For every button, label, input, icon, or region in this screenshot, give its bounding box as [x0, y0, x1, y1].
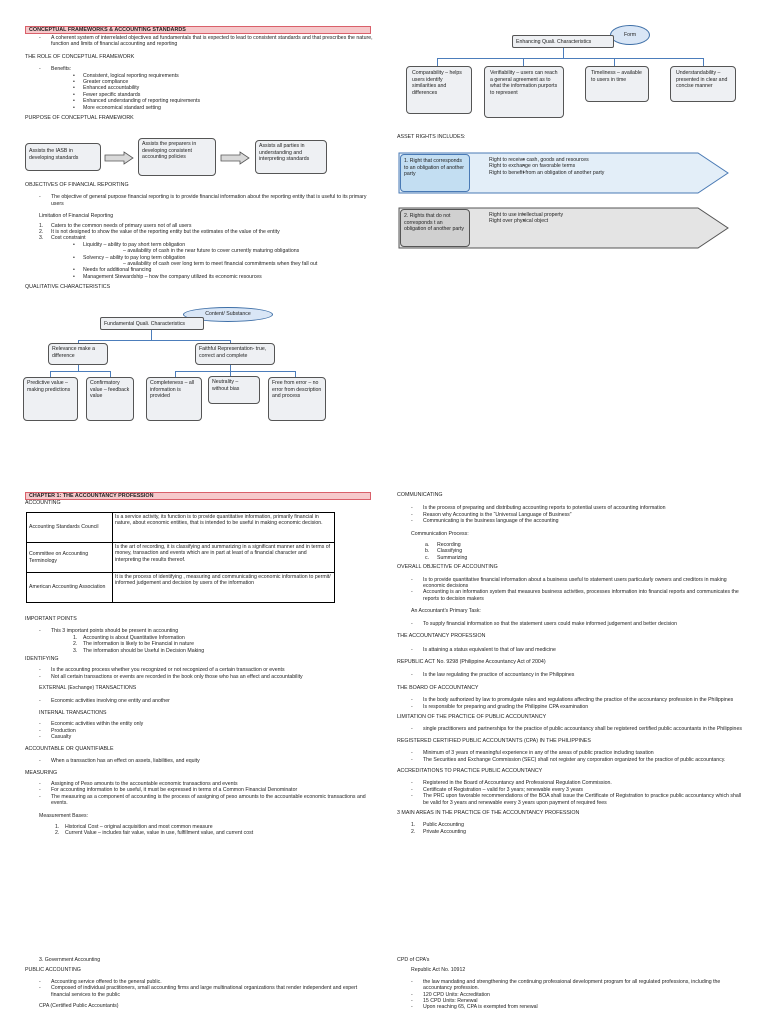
arrow-right-icon: [104, 151, 134, 165]
heading-overall: OVERALL OBJECTIVE OF ACCOUNTING: [397, 564, 498, 571]
list-item: - Upon reaching 65, CPA is exempted from renewal: [397, 1004, 742, 1010]
comparability-box: Comparability – helps users identify similarities and differences: [406, 66, 472, 114]
heading-registered: REGISTERED CERTIFIED PUBLIC ACCOUNTANTS (CPA) IN THE PHILIPPINES: [397, 737, 591, 744]
connector-line: [78, 340, 230, 341]
form-oval: Form: [610, 25, 650, 45]
heading-asset-rights: ASSET RIGHTS INCLUDES:: [397, 134, 466, 140]
connector-line: [50, 371, 110, 372]
chapter-header: CHAPTER 1: THE ACCOUNTANCY PROFESSION: [25, 492, 371, 500]
list-item: 1. Historical Cost – original acquisition and most common measure: [55, 823, 213, 830]
list-item: - When a transaction has an effect on assets, liabilities, and equity: [25, 758, 375, 764]
list-item: - the law mandating and strengthening the continuing professional development program for all regulated professions, including the accountancy profession.: [397, 979, 742, 992]
list-item: • Greater compliance: [25, 79, 375, 85]
list-item: - Minimum of 3 years of meaningful experience in any of the areas of public practice including taxation: [397, 750, 742, 756]
list-item: - Accounting is an information system that measures business activities, processes information into financial reports and communicates the reports to decision makers: [397, 589, 742, 602]
list-item: - Registered in the Board of Accountancy and Professional Regulation Commission.: [397, 780, 742, 786]
list-item: a. Recording: [425, 542, 461, 549]
heading-ra: REPUBLIC ACT No. 9298 (Philippine Accountancy Act of 2004): [397, 658, 546, 665]
list-item: - Communicating is the business language of the accounting: [397, 518, 742, 524]
list-subitem: – availability of cash in the near future to cover currently maturing obligations: [123, 248, 300, 255]
page-accountancy-profession: [25, 492, 375, 506]
heading-profession: THE ACCOUNTANCY PROFESSION: [397, 633, 486, 640]
list-item: - Certificate of Registration – valid for 3 years; renewable every 3 years: [397, 787, 742, 793]
connector-line: [437, 58, 703, 59]
list-item: - Is the process of preparing and distributing accounting reports to potential users of accounting information: [397, 505, 742, 511]
confirmatory-box: Confirmatory value – feedback value: [86, 377, 134, 421]
heading-accreditations: ACCREDITATIONS TO PRACTICE PUBLIC ACCOUNTANCY: [397, 767, 543, 774]
heading-task: An Accountant’s Primary Task:: [411, 608, 481, 615]
heading-bases: Measurement Bases:: [39, 812, 89, 819]
timeliness-box: Timeliness – available to users in time: [585, 66, 649, 102]
connector-line: [703, 58, 704, 66]
connector-line: [175, 371, 295, 372]
enhancing-box: Enhancing Quali. Characteristics: [512, 35, 614, 48]
heading-internal: INTERNAL TRANSACTIONS: [39, 710, 107, 717]
table-row: [27, 573, 335, 603]
benefits-label: - Benefits:: [25, 66, 375, 72]
table-cell: Committee on Accounting Terminology: [27, 543, 113, 573]
completeness-box: Completeness – all information is provided: [146, 377, 202, 421]
list-item: 2. Private Accounting: [411, 828, 466, 835]
free-from-error-box: Free from error – no error from description and process: [268, 377, 326, 421]
heading-limitation: Limitation of Financial Reporting: [39, 213, 114, 220]
heading-accountable: ACCOUNTABLE OR QUANTIFIABLE: [25, 745, 114, 752]
neutrality-box: Neutrality – without bias: [208, 376, 260, 404]
understandability-box: Understandability – presented in clear and concise manner: [670, 66, 736, 102]
list-item: - Is responsible for preparing and grading the Philippine CPA examination: [397, 704, 742, 710]
list-item: - Casualty: [25, 734, 375, 740]
heading-ra-10912: Republic Act No. 10912: [411, 967, 466, 974]
list-item: - 15 CPD Units: Renewal: [397, 998, 742, 1004]
list-item: - Is the body authorized by law to promulgate rules and regulations affecting the practice of the accountancy profession in the Philippines: [397, 697, 742, 703]
heading-external: EXTERNAL (Exchange) TRANSACTIONS: [39, 685, 137, 692]
list-item: - Reason why Accounting is the “Universal Language of Business”: [397, 512, 742, 518]
connector-line: [563, 48, 564, 58]
heading-purpose: PURPOSE OF CONCEPTUAL FRAMEWORK: [25, 115, 134, 122]
heading-role: THE ROLE OF CONCEPTUAL FRAMEWORK: [25, 53, 135, 60]
list-item: - Accounting service offered to the general public.: [25, 979, 375, 985]
heading-limitation: LIMITATION OF THE PRACTICE OF PUBLIC ACCOUNTANCY: [397, 713, 547, 720]
heading-objectives: OBJECTIVES OF FINANCIAL REPORTING: [25, 182, 129, 188]
section-header: CONCEPTUAL FRAMEWORKS & ACCOUNTING STANDARDS: [25, 26, 371, 34]
list-item: - Not all certain transactions or events are recorded in the book only those who has an effect and accountability: [25, 674, 375, 680]
arrow-right-icon: [220, 151, 250, 165]
list-item: 1. Accounting is about Quantitative Information: [73, 634, 185, 641]
list-item: • Right to receive cash, goods and resources: [475, 157, 705, 163]
right2-label-box: 2. Rights that do not corresponds t an obligation of another party: [400, 209, 470, 247]
right1-label-box: 1. Right that corresponds to an obligation of another party: [400, 154, 470, 192]
list-item: • Fewer specific standards: [25, 92, 375, 98]
list-item: • Management Stewardship – how the company utilized its economic resources: [25, 274, 375, 280]
table-cell: Accounting Standards Council: [27, 513, 113, 543]
purpose-box-all-parties: Assists all parties in understanding and interpreting standards: [255, 140, 327, 174]
list-item: c. Summarizing: [425, 554, 468, 561]
purpose-box-iasb: Assists the IASB in developing standards: [25, 143, 101, 171]
objectives-text: - The objective of general purpose financial reporting is to provide financial information about the reporting entity that is useful to its primary users: [25, 194, 375, 207]
heading-qualitative: QUALITATIVE CHARACTERISTICS: [25, 284, 111, 291]
right1-list: [475, 157, 705, 176]
content-substance-oval: Content/ Substance: [183, 307, 273, 322]
list-item: 3. The information should be Useful in Decision Making: [73, 647, 205, 654]
list-item: - 120 CPD Units: Accreditation: [397, 992, 742, 998]
heading-communicating: COMMUNICATING: [397, 492, 443, 498]
list-item: • Right to use intellectual property: [475, 212, 705, 218]
heading-board: THE BOARD OF ACCOUNTANCY: [397, 684, 479, 691]
table-cell: It is the process of identifying , measuring and communicating economic information to permit/ informed judgement and decision by users of the information: [113, 573, 335, 603]
list-item: - Economic activities within the entity only: [25, 721, 375, 727]
list-item-government: 3. Government Accounting: [39, 957, 101, 963]
table-cell: Is the art of recording, it is classifying and summarizing in a significant manner and in terms of money, transaction and events which are in part at least of a financial character and interpreting the results thereof.: [113, 543, 335, 573]
page-communicating: [397, 492, 742, 835]
list-item: - Is to provide quantitative financial information about a business useful to statement users particularly owners and creditors in making economic decisions: [397, 577, 742, 590]
intro-text: - A coherent system of interrelated objectives ad fundamentals that is expected to lead to consistent standards and that prescribes the nature, function and limits of financial accounting and reporting: [25, 35, 375, 48]
table-row: [27, 543, 335, 573]
heading-process: Communication Process:: [411, 530, 469, 537]
list-item: - The measuring as a component of accounting is the process of assigning of peso amounts to the accountable economic transactions and events.: [25, 794, 375, 807]
list-item: • More economical standard setting: [25, 105, 375, 111]
fundamental-box: Fundamental Quali. Characteristics: [100, 317, 204, 330]
table-row: [27, 513, 335, 543]
list-item: • Liquidity – ability to pay short term obligation: [25, 242, 375, 248]
list-item: • Needs for additional financing: [25, 267, 375, 273]
list-item: • Consistent, logical reporting requirements: [25, 73, 375, 79]
list-item: • Right over physical object: [475, 218, 705, 224]
list-item: 3. Cost constraint: [39, 235, 86, 242]
list-subitem: – availability of cash over long term to meet financial commitments when they fall out: [123, 261, 318, 268]
objectives-block: [25, 182, 375, 291]
heading-important: IMPORTANT POINTS: [25, 616, 77, 622]
heading-cpd: CPD of CPA’s: [397, 957, 430, 963]
list-item: - Is attaining a status equivalent to that of law and medicine: [397, 647, 742, 653]
heading-accounting: ACCOUNTING: [25, 500, 61, 506]
page-cpd: [397, 957, 742, 1011]
list-item: • Right to exchange on favorable terms: [475, 163, 705, 169]
list-item: b. Classifying: [425, 548, 463, 555]
benefits-list: [25, 73, 375, 111]
important-intro: - This 3 important points should be present in accounting: [25, 628, 375, 634]
table-cell: American Accounting Association: [27, 573, 113, 603]
list-item: 1. Public Accounting: [411, 822, 464, 829]
predictive-box: Predictive value – making predictions: [23, 377, 78, 421]
heading-identifying: IDENTIFYING: [25, 656, 59, 663]
page-public-accounting: [25, 957, 375, 1009]
list-item: - Economic activities involving one entity and another: [25, 698, 375, 704]
list-item: - The Securities and Exchange Commission (SEC) shall not register any corporation organized for the practice of public accountancy.: [397, 757, 742, 763]
list-item: - Composed of individual practitioners, small accounting firms and large multinational organizations that render independent and expert financial services to the public: [25, 985, 375, 998]
purpose-box-preparers: Assists the preparers in developing consistent accounting policies: [138, 138, 216, 176]
heading-public-accounting: PUBLIC ACCOUNTING: [25, 967, 81, 974]
list-item: • Enhanced accountability: [25, 85, 375, 91]
faithful-box: Faithful Representation- true, correct and complete: [195, 343, 275, 365]
list-item: - Assigning of Peso amounts to the accountable economic transactions and events: [25, 781, 375, 787]
connector-line: [151, 330, 152, 340]
relevance-box: Relevance make a difference: [48, 343, 108, 365]
list-item: - Is the law regulating the practice of accountancy in the Philippines: [397, 672, 742, 678]
verifiability-box: Verifiability – users can reach a general agreement as to what the information purports to represent: [484, 66, 564, 118]
table-cell: Is a service activity, its function is to provide quantitative information, primarily financial in nature, about economic entities, that is intended to be useful in making economic decision.: [113, 513, 335, 543]
right2-list: [475, 212, 705, 225]
list-item: - single practitioners and partnerships for the practice of public accountancy shall be registered certified public accountants in the Philippines: [397, 726, 742, 732]
list-item: • Enhanced understanding of reporting requirements: [25, 98, 375, 104]
list-item: - Production: [25, 728, 375, 734]
list-item: • Right to benefit from an obligation of another party: [475, 170, 705, 176]
list-item: 2. It is not designed to show the value of the reporting entity but the estimates of the value of the entity: [39, 229, 280, 236]
list-item: - Is the accounting process whether you recognized or not recognized of a certain transaction or events: [25, 667, 375, 673]
list-item: 1. Caters to the common needs of primary users not of all users: [39, 222, 192, 229]
list-item: 2. The information is likely to be Financial in nature: [73, 641, 195, 648]
heading-main-areas: 3 MAIN AREAS IN THE PRACTICE OF THE ACCOUNTANCY PROFESSION: [397, 810, 580, 816]
accountancy-notes: [25, 616, 375, 837]
list-item: 2. Current Value – includes fair value, value in use, fulfillment value, and current cost: [55, 830, 254, 837]
heading-measuring: MEASURING: [25, 769, 58, 776]
list-item: - To supply financial information so that the statement users could make informed judgement and better decision: [397, 621, 742, 627]
list-item: - The PRC upon favorable recommendations of the BOA shall issue the Certificate of Registration to practice public accountancy which shall be valid for 3 years and renewable every 3 years upon payment of required fees: [397, 793, 742, 806]
list-item: - For accounting information to be useful, it must be expressed in terms of a Common Financial Denominator: [25, 787, 375, 793]
accounting-definitions-table: [26, 512, 335, 603]
heading-cpa: CPA (Certified Public Accountants): [39, 1003, 119, 1010]
list-item: • Solvency – ability to pay long term obligation: [25, 255, 375, 261]
